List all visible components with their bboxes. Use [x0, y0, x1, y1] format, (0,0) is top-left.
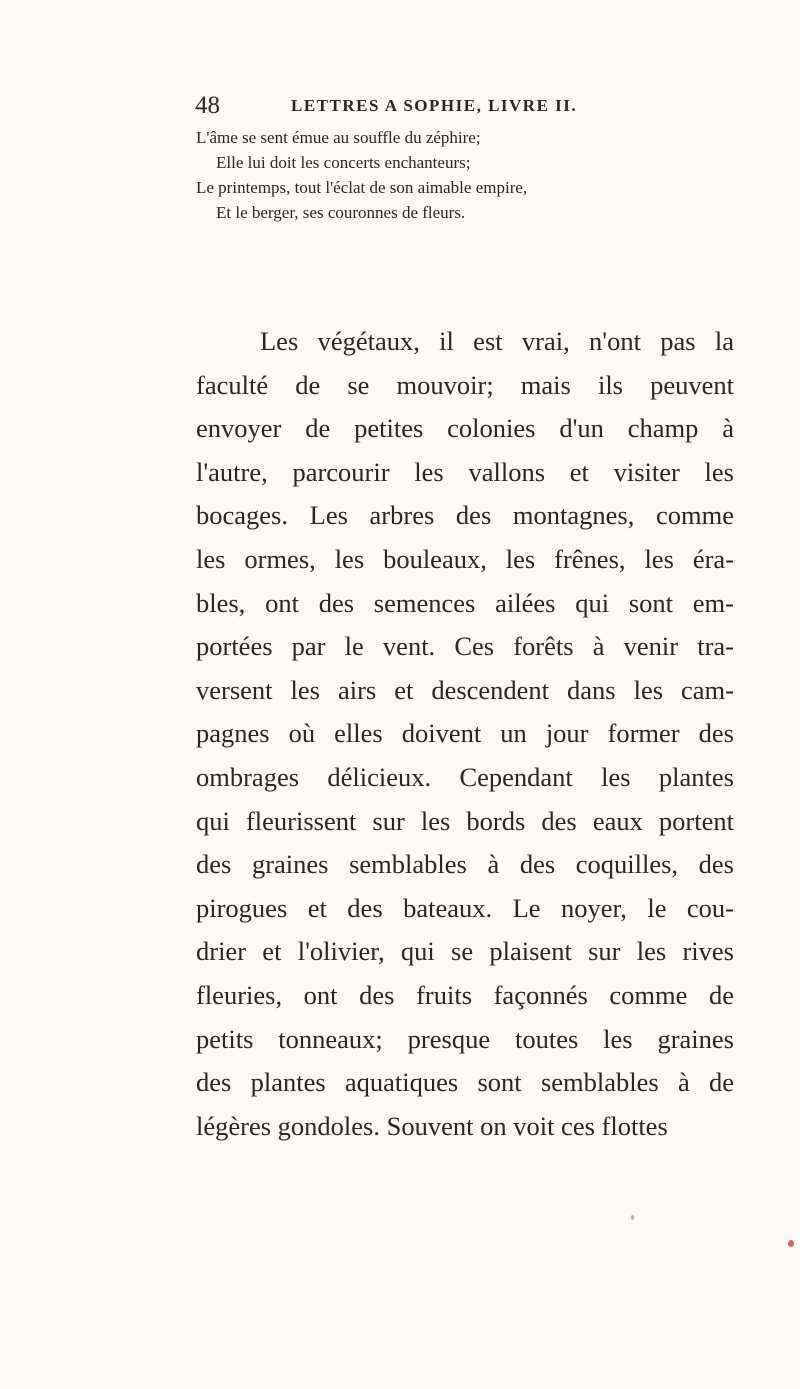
paper-speck — [788, 1240, 794, 1247]
paragraph-line: envoyer de petites colonies d'un champ à — [196, 413, 734, 444]
paragraph-line: drier et l'olivier, qui se plaisent sur les rives — [196, 936, 734, 967]
paragraph-line: des plantes aquatiques sont semblables à de — [196, 1067, 734, 1098]
paragraph-line: versent les airs et descendent dans les cam- — [196, 674, 734, 705]
paragraph-line: bles, ont des semences ailées qui sont em- — [196, 587, 734, 618]
paragraph-line: les ormes, les bouleaux, les frênes, les éra- — [196, 543, 734, 574]
verse-line: Et le berger, ses couronnes de fleurs. — [216, 203, 466, 222]
paragraph-line: pagnes où elles doivent un jour former des — [196, 718, 734, 749]
paragraph-line: qui fleurissent sur les bords des eaux portent — [196, 805, 734, 836]
verse-line: Elle lui doit les concerts enchanteurs; — [216, 153, 471, 172]
verse-line: Le printemps, tout l'éclat de son aimable empire, — [196, 178, 528, 197]
paragraph-line: faculté de se mouvoir; mais ils peuvent — [196, 369, 734, 400]
verse-stanza — [196, 125, 736, 225]
paragraph-line: pirogues et des bateaux. Le noyer, le cou- — [196, 892, 734, 923]
verse-line: L'âme se sent émue au souffle du zéphire; — [196, 128, 481, 147]
paragraph-line: fleuries, ont des fruits façonnés comme de — [196, 979, 734, 1010]
prose-paragraph — [196, 320, 734, 1148]
running-title: LETTRES A SOPHIE, LIVRE II. — [291, 96, 578, 115]
page-number: 48 — [195, 92, 220, 119]
paragraph-line: portées par le vent. Ces forêts à venir tra- — [196, 631, 734, 662]
paragraph-line: petits tonneaux; presque toutes les graines — [196, 1023, 734, 1054]
paragraph-line: bocages. Les arbres des montagnes, comme — [196, 500, 734, 531]
paper-speck — [631, 1215, 634, 1220]
paragraph-line: légères gondoles. Souvent on voit ces flottes — [196, 1110, 668, 1141]
running-head — [195, 92, 715, 122]
paragraph-line: Les végétaux, il est vrai, n'ont pas la — [260, 326, 734, 356]
paragraph-line: ombrages délicieux. Cependant les plantes — [196, 761, 734, 792]
paragraph-line: des graines semblables à des coquilles, des — [196, 849, 734, 880]
paragraph-line: l'autre, parcourir les vallons et visiter les — [196, 456, 734, 487]
